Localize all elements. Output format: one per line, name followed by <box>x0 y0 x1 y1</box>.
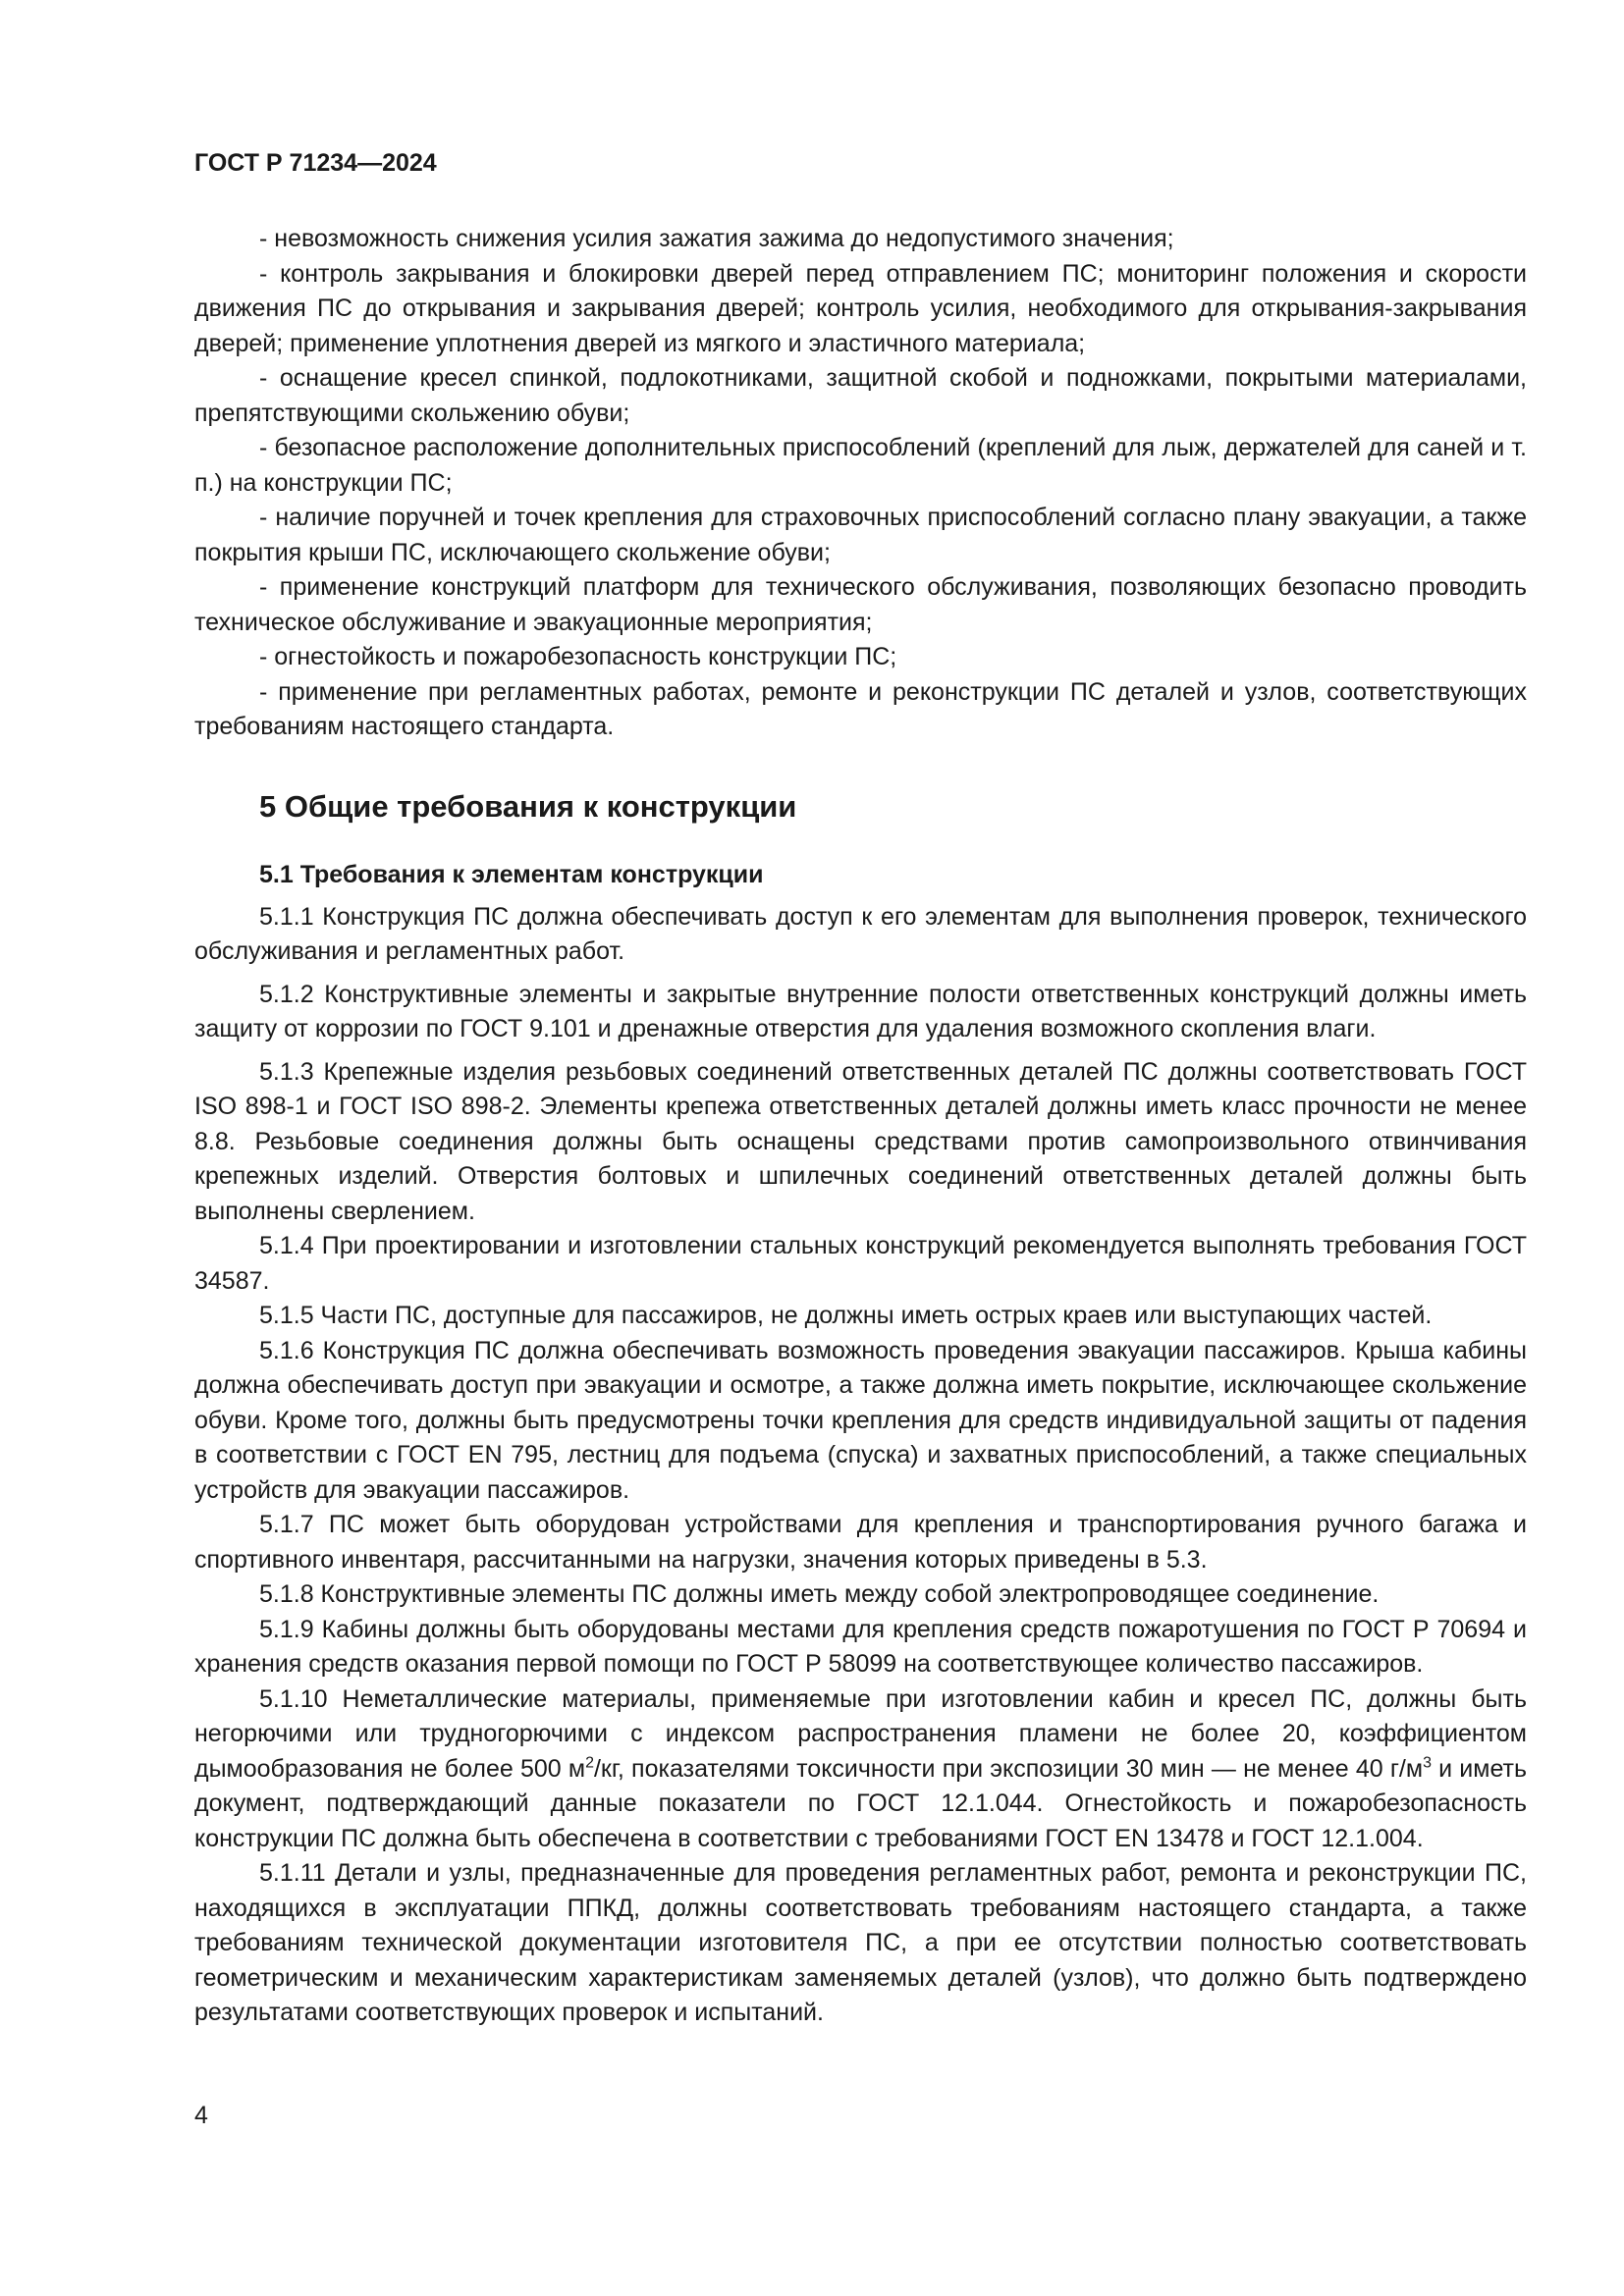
clause-paragraph-5-1-10 <box>194 1682 1527 1857</box>
bullet-item: - наличие поручней и точек крепления для страховочных приспособлений согласно плану эвакуации, а также покрытия крыши ПС, исключающего скольжение обуви; <box>194 504 1527 566</box>
bullet-item: - огнестойкость и пожаробезопасность конструкции ПС; <box>259 643 897 670</box>
bullet-item: - применение при регламентных работах, ремонте и реконструкции ПС деталей и узлов, соответствующих требованиям настоящего стандарта. <box>194 677 1527 740</box>
clause-paragraph: 5.1.4 При проектировании и изготовлении стальных конструкций рекомендуется выполнять требования ГОСТ 34587. <box>194 1232 1527 1295</box>
bullet-item: - невозможность снижения усилия зажатия зажима до недопустимого значения; <box>259 225 1174 252</box>
bullet-item: - применение конструкций платформ для технического обслуживания, позволяющих безопасно проводить техническое обслуживание и эвакуационные мероприятия; <box>194 573 1527 636</box>
clause-text: /кг, показателями токсичности при экспозиции 30 мин — не менее 40 г/м <box>593 1754 1424 1783</box>
clause-paragraph: 5.1.7 ПС может быть оборудован устройствами для крепления и транспортирования ручного багажа и спортивного инвентаря, рассчитанными на нагрузки, значения которых приведены в 5.3. <box>194 1511 1527 1574</box>
document-body <box>194 222 1527 2031</box>
bullet-item: - оснащение кресел спинкой, подлокотниками, защитной скобой и подножками, покрытыми материалами, препятствующими скольжению обуви; <box>194 364 1527 427</box>
document-header: ГОСТ Р 71234—2024 <box>194 149 437 177</box>
clause-paragraph: 5.1.1 Конструкция ПС должна обеспечивать доступ к его элементам для выполнения проверок, технического обслуживания и регламентных работ. <box>194 902 1527 965</box>
clause-paragraph: 5.1.3 Крепежные изделия резьбовых соединений ответственных деталей ПС должны соответствовать ГОСТ ISO 898-1 и ГОСТ ISO 898-2. Элементы крепежа ответственных деталей должны иметь класс прочности не менее 8.8. Резьбовые соединения должны быть оснащены средствами против самопроизвольного отвинчивания крепежных изделий. Отверстия болтовых и шпилечных соединений ответственных деталей должны быть выполнены сверлением. <box>194 1057 1527 1225</box>
clause-paragraph: 5.1.2 Конструктивные элементы и закрытые внутренние полости ответственных конструкций должны иметь защиту от коррозии по ГОСТ 9.101 и дренажные отверстия для удаления возможного скопления влаги. <box>194 980 1527 1042</box>
page-number: 4 <box>194 2102 208 2129</box>
clause-paragraph: 5.1.5 Части ПС, доступные для пассажиров, не должны иметь острых краев или выступающих частей. <box>259 1302 1433 1329</box>
subsection-heading: 5.1 Требования к элементам конструкции <box>259 860 764 888</box>
superscript: 3 <box>1423 1754 1432 1772</box>
clause-paragraph: 5.1.9 Кабины должны быть оборудованы местами для крепления средств пожаротушения по ГОСТ Р 70694 и хранения средств оказания первой помощи по ГОСТ Р 58099 на соответствующее количество пассажиров. <box>194 1615 1527 1678</box>
clause-paragraph: 5.1.6 Конструкция ПС должна обеспечивать возможность проведения эвакуации пассажиров. Крыша кабины должна обеспечивать доступ при эвакуации и осмотре, а также должна иметь покрытие, исключающее скольжение обуви. Кроме того, должны быть предусмотрены точки крепления для средств индивидуальной защиты от падения в соответствии с ГОСТ EN 795, лестниц для подъема (спуска) и захватных приспособлений, а также специальных устройств для эвакуации пассажиров. <box>194 1336 1527 1504</box>
clause-paragraph: 5.1.11 Детали и узлы, предназначенные для проведения регламентных работ, ремонта и реконструкции ПС, находящихся в эксплуатации ППКД, должны соответствовать требованиям настоящего стандарта, а также требованиям технической документации изготовителя ПС, а при ее отсутствии полностью соответствовать геометрическим и механическим характеристикам заменяемых деталей (узлов), что должно быть подтверждено результатами соответствующих проверок и испытаний. <box>194 1859 1527 2026</box>
section-heading: 5 Общие требования к конструкции <box>259 788 797 824</box>
clause-paragraph: 5.1.8 Конструктивные элементы ПС должны иметь между собой электропроводящее соединение. <box>259 1580 1380 1608</box>
clause-text: и иметь документ, подтверждающий данные показатели по ГОСТ 12.1.044. Огнестойкость и пожаробезопасность конструкции ПС должна быть обеспечена в соответствии с требованиями ГОСТ EN 13478 и ГОСТ 12.1.004. <box>194 1754 1528 1852</box>
clause-text: 5.1.10 Неметаллические материалы, применяемые при изготовлении кабин и кресел ПС, должны быть негорючими или трудногорючими с индексом распространения пламени не более 20, коэффициентом дымообразования не более 500 м <box>194 1684 1527 1783</box>
bullet-item: - безопасное расположение дополнительных приспособлений (креплений для лыж, держателей для саней и т. п.) на конструкции ПС; <box>194 434 1527 497</box>
bullet-item: - контроль закрывания и блокировки дверей перед отправлением ПС; мониторинг положения и скорости движения ПС до открывания и закрывания дверей; контроль усилия, необходимого для открывания-закрывания дверей; применение уплотнения дверей из мягкого и эластичного материала; <box>194 259 1527 357</box>
superscript: 2 <box>585 1754 594 1772</box>
